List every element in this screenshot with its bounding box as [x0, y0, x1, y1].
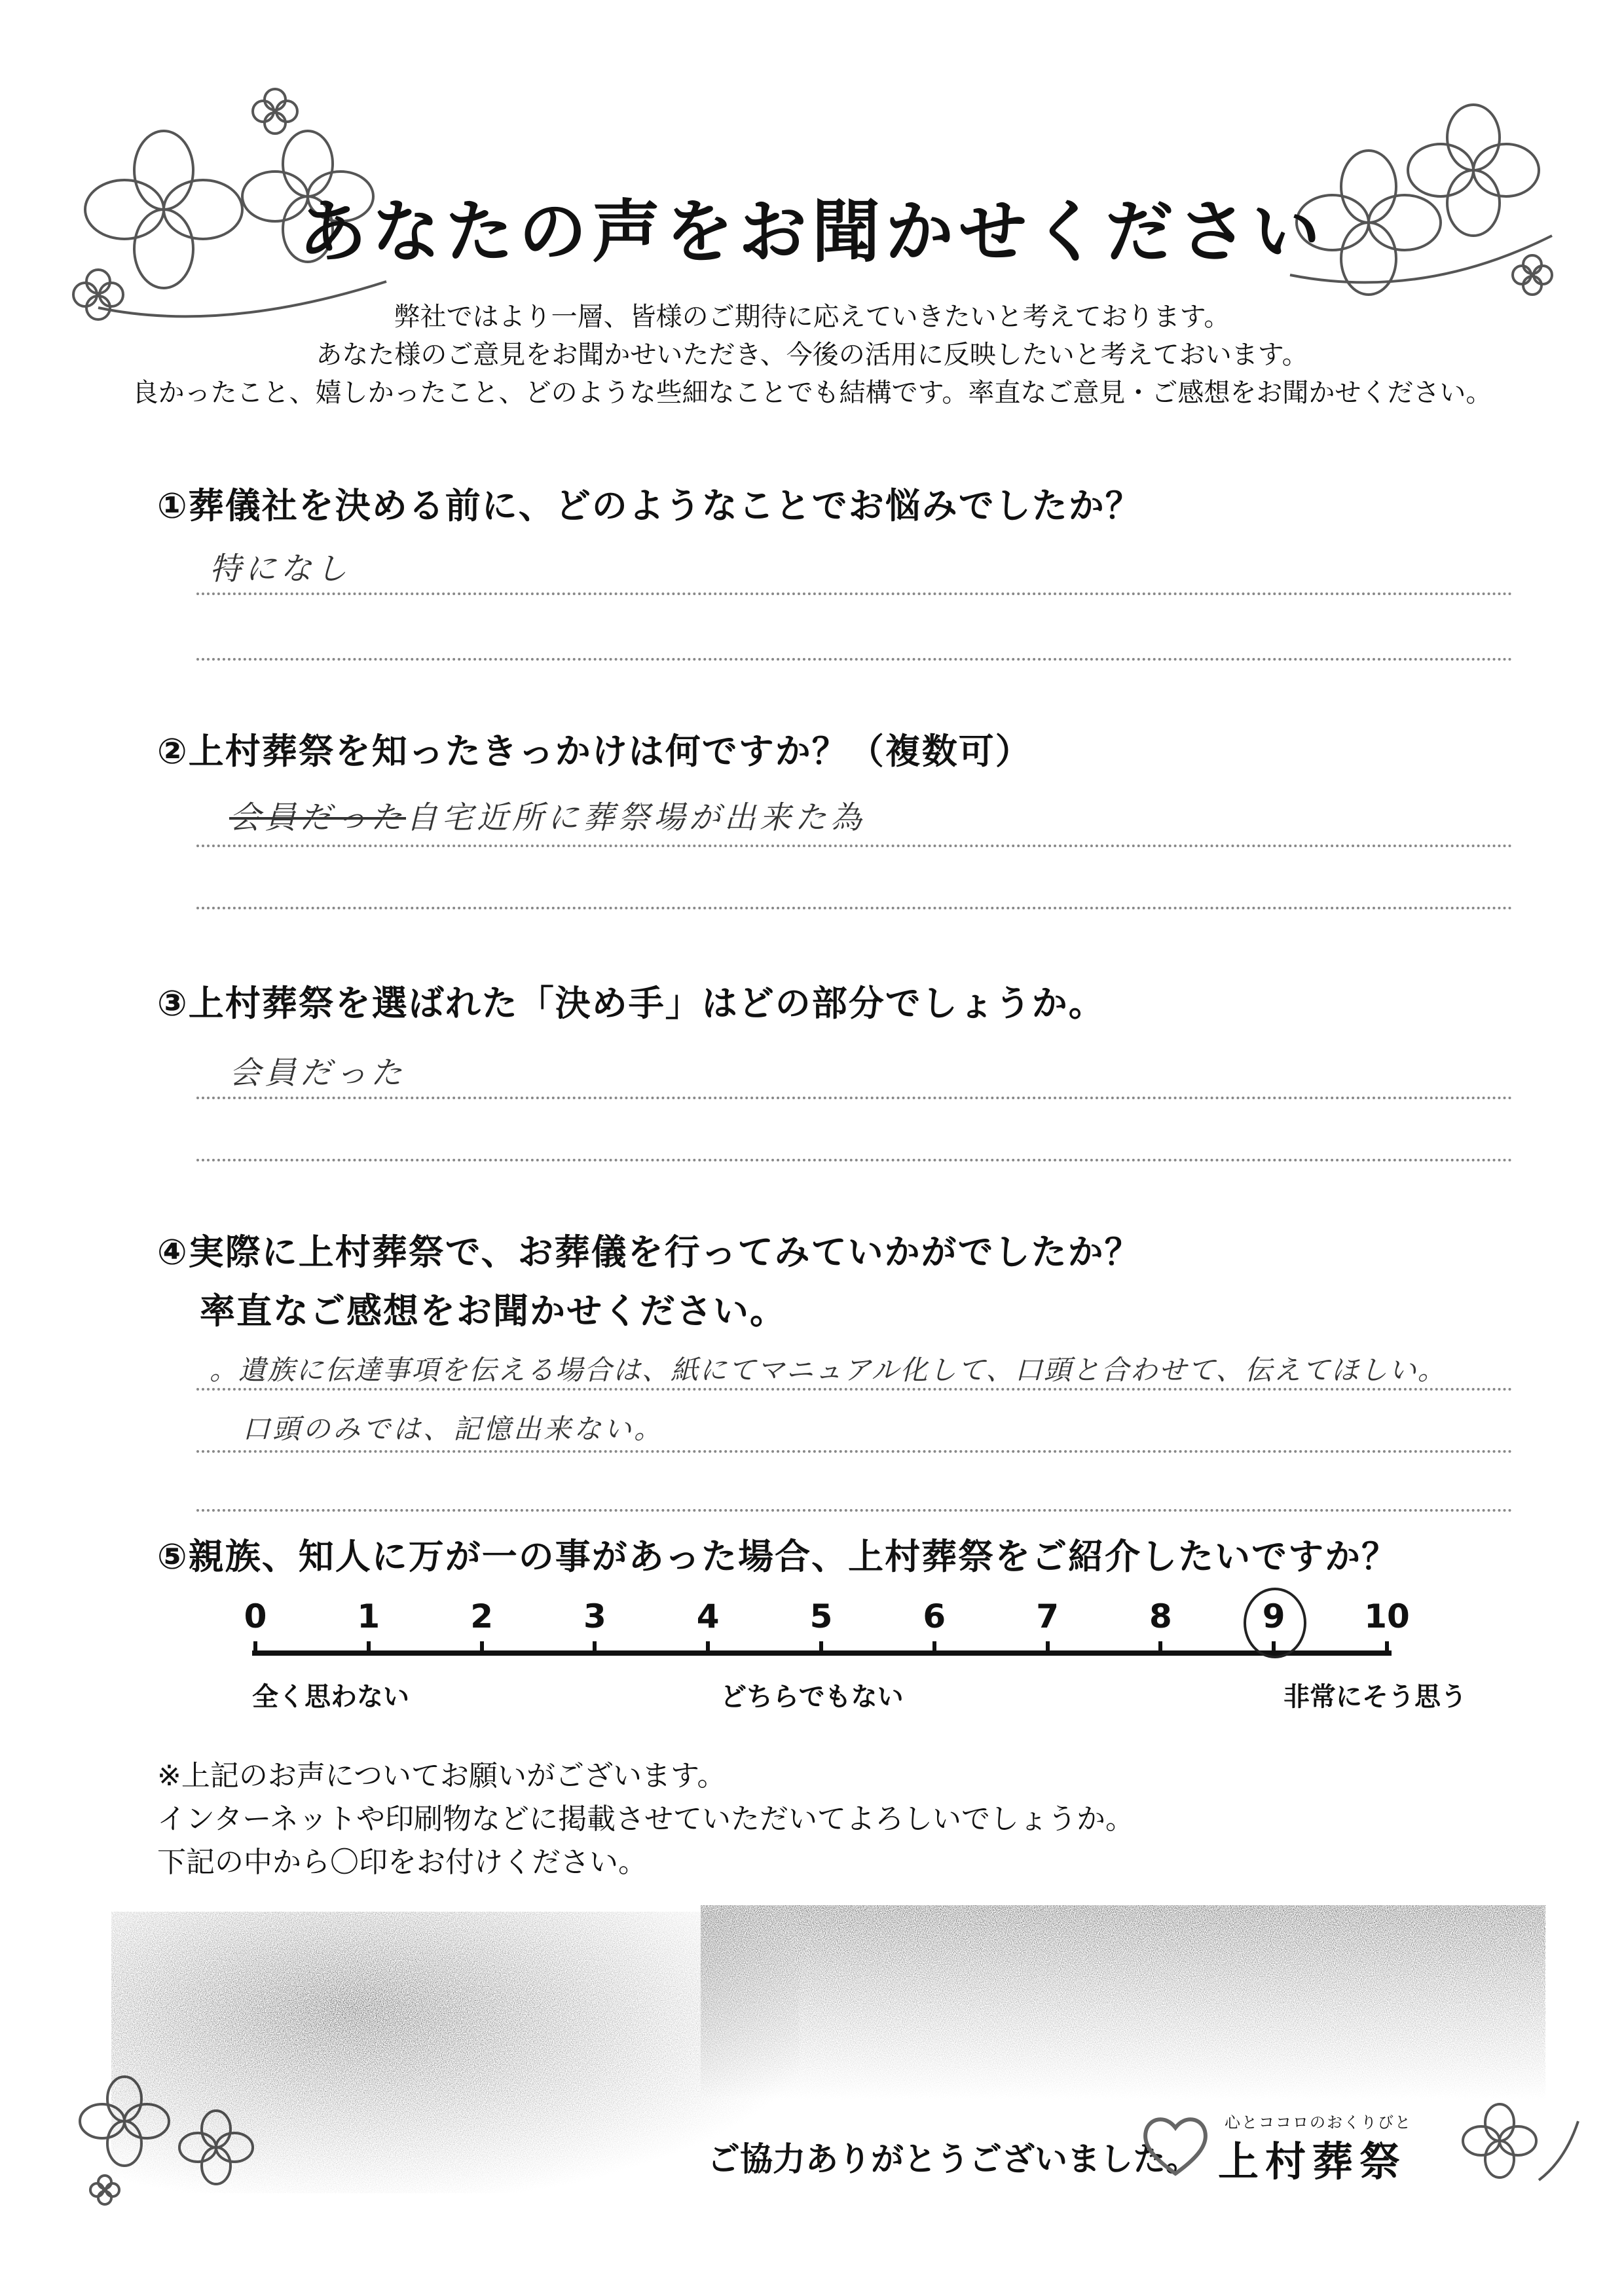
scale-tick: [480, 1641, 484, 1654]
scale-number-9[interactable]: 9: [1262, 1597, 1285, 1635]
question-4-answer-line-2: 口頭のみでは、記憶出来ない。: [242, 1413, 665, 1445]
intro-line-3: 良かったこと、嬉しかったこと、どのような些細なことでも結構です。率直なご意見・ご感想をお聞かせください。: [132, 378, 1492, 408]
note-line-1: ※上記のお声についてお願いがございます。: [157, 1759, 726, 1793]
scale-number-10[interactable]: 10: [1364, 1597, 1410, 1635]
footer-thanks: ご協力ありがとうございました。: [707, 2140, 1198, 2178]
scale-number-6[interactable]: 6: [923, 1597, 946, 1635]
page-title: あなたの声をお聞かせください: [298, 192, 1325, 272]
heart-logo-icon: [1139, 2108, 1211, 2180]
question-1-label: ①葬儀社を決める前に、どのようなことでお悩みでしたか？: [157, 485, 1142, 526]
question-2-answer-struck: 会員だった: [229, 799, 407, 836]
question-4-label-2: 率直なご感想をお聞かせください。: [200, 1290, 786, 1332]
answer-line: [196, 1509, 1513, 1512]
answer-line: [196, 907, 1513, 909]
question-5-label: ⑤親族、知人に万が一の事があった場合、上村葬祭をご紹介したいですか？: [157, 1536, 1399, 1577]
question-3-answer: 会員だった: [229, 1055, 407, 1091]
answer-line: [196, 1388, 1513, 1391]
scale-tick: [1158, 1641, 1162, 1654]
answer-line: [196, 1097, 1513, 1099]
scale-tick: [932, 1641, 936, 1654]
answer-line: [196, 592, 1513, 595]
question-2-label: ②上村葬祭を知ったきっかけは何ですか？（複数可）: [157, 731, 1032, 772]
intro-line-2: あなた様のご意見をお聞かせいただき、今後の活用に反映したいと考えておいます。: [316, 340, 1308, 370]
question-2-answer-text: 自宅近所に葬祭場が出来た為: [406, 799, 866, 836]
brand-tagline: 心とココロのおくりびと: [1225, 2113, 1412, 2132]
answer-line: [196, 1450, 1513, 1453]
scale-label-mid: どちらでもない: [720, 1682, 904, 1712]
note-line-3: 下記の中から〇印をお付けください。: [157, 1846, 647, 1879]
question-2-answer: [229, 792, 866, 837]
scale-tick: [593, 1641, 597, 1654]
scale-tick: [819, 1641, 823, 1654]
intro-line-1: 弊社ではより一層、皆様のご期待に応えていきたいと考えております。: [394, 302, 1230, 332]
scale-number-7[interactable]: 7: [1036, 1597, 1059, 1635]
selected-rating-circle: [1244, 1588, 1306, 1658]
scale-tick: [1385, 1641, 1389, 1654]
scale-tick: [253, 1641, 257, 1654]
scale-number-5[interactable]: 5: [809, 1597, 833, 1635]
scale-number-3[interactable]: 3: [583, 1597, 606, 1635]
scale-label-high: 非常にそう思う: [1283, 1682, 1467, 1712]
question-1-answer: 特になし: [210, 551, 352, 587]
scale-number-4[interactable]: 4: [696, 1597, 720, 1635]
scale-label-low: 全く思わない: [252, 1682, 409, 1712]
scale-tick: [1046, 1641, 1050, 1654]
scale-number-0[interactable]: 0: [244, 1597, 267, 1635]
scale-tick: [706, 1641, 710, 1654]
masked-area-left: [111, 1912, 799, 2193]
answer-line: [196, 658, 1513, 661]
brand-name: 上村葬祭: [1218, 2138, 1407, 2185]
scale-number-1[interactable]: 1: [357, 1597, 380, 1635]
note-line-2: インターネットや印刷物などに掲載させていただいてよろしいでしょうか。: [157, 1802, 1135, 1836]
answer-line: [196, 845, 1513, 847]
scale-number-2[interactable]: 2: [470, 1597, 493, 1635]
scale-number-8[interactable]: 8: [1149, 1597, 1172, 1635]
question-3-label: ③上村葬祭を選ばれた「決め手」はどの部分でしょうか。: [157, 983, 1105, 1024]
masked-area-right: [701, 1905, 1545, 2102]
answer-line: [196, 1159, 1513, 1161]
question-4-answer-line-1: 。遺族に伝達事項を伝える場合は、紙にてマニュアル化して、口頭と合わせて、伝えてほしい。: [210, 1354, 1447, 1386]
scale-tick: [367, 1641, 371, 1654]
question-4-label: ④実際に上村葬祭で、お葬儀を行ってみていかがでしたか？: [157, 1231, 1141, 1273]
